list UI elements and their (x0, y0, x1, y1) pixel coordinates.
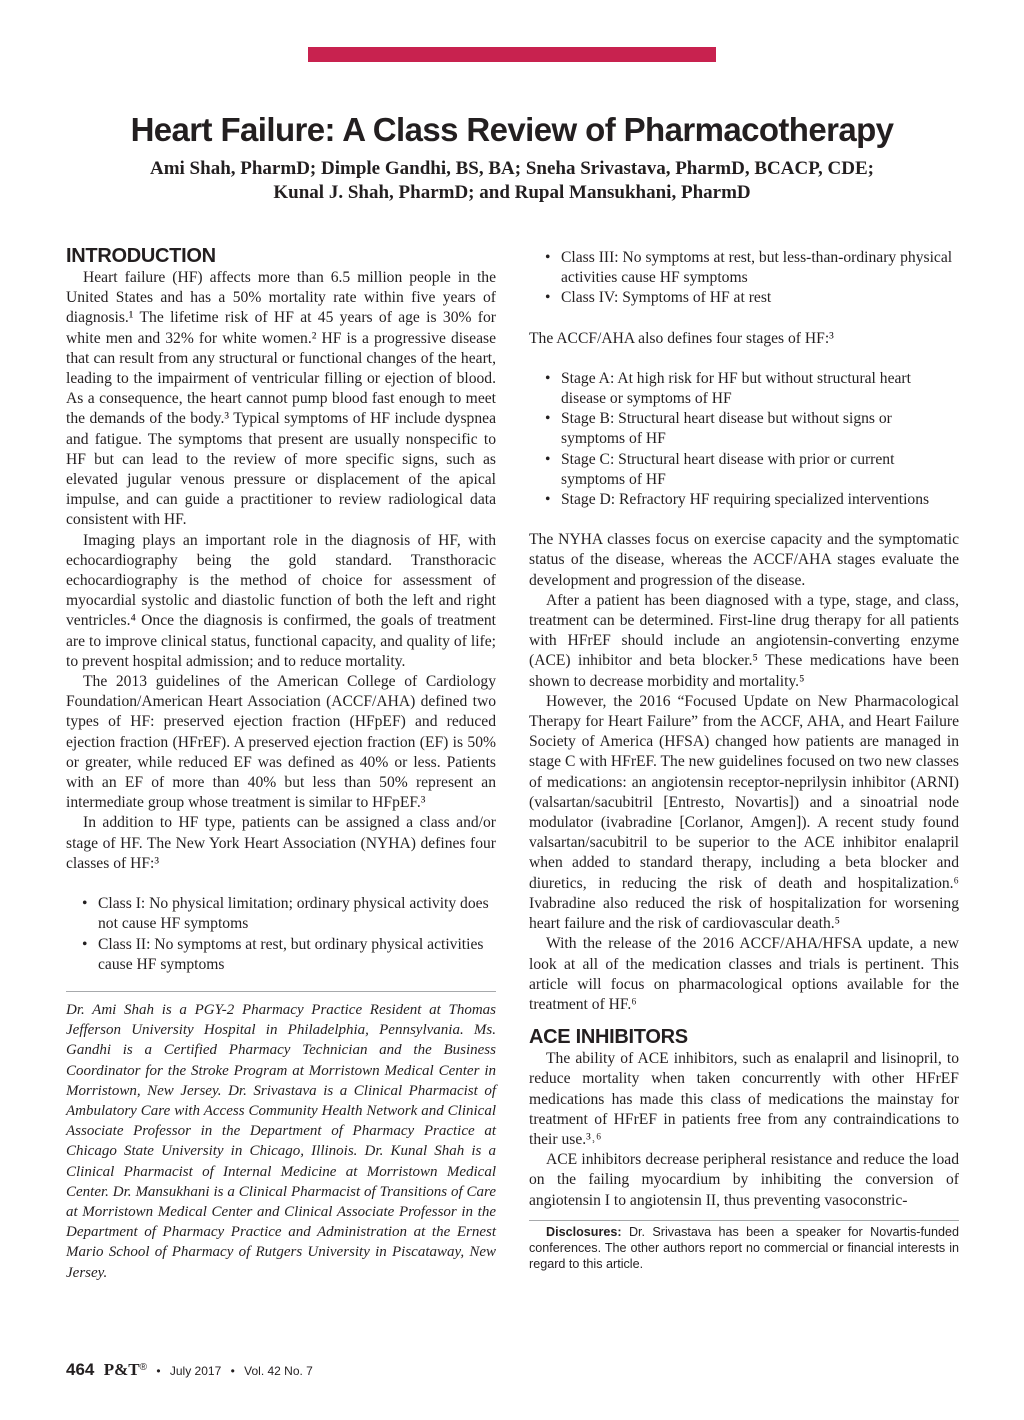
separator-dot: • (156, 1364, 161, 1378)
bullet-icon: • (545, 450, 551, 468)
bullet-icon: • (545, 410, 551, 428)
author-bios: Dr. Ami Shah is a PGY-2 Pharmacy Practice Resident at Thomas Jefferson University Hospital in Philadelphia, Pennsylvania. Ms. Gandhi is a Certified Pharmacy Technician and the Business Coordinator for the Stroke Program at Morristown Medical Center in Morristown, New Jersey. Dr. Srivastava is a Clinical Pharmacist of Ambulatory Care with Access Community Health Network and Clinical Associate Professor in the Department of Pharmacy Practice at Chicago State University in Chicago, Illinois. Dr. Kunal Shah is a Clinical Pharmacist of Internal Medicine at Morristown Medical Center. Dr. Mansukhani is a Clinical Pharmacist of Transitions of Care at Morristown Medical Center and Clinical Associate Professor in the Department of Pharmacy Practice and Administration at the Ernest Mario School of Pharmacy of Rutgers University in Piscataway, New Jersey. (66, 1001, 496, 1281)
ace-inhibitors-heading: ACE INHIBITORS (529, 1026, 688, 1049)
spacer (529, 1015, 959, 1025)
journal-name: P&T (103, 1360, 140, 1379)
intro-paragraph-2: Imaging plays an important role in the diagnosis of HF, with echocardiography being the gold standard. Transthoracic echocardiography is the method of choice for assessment of myocardial systolic and diastolic function of both the left and right ventricles.⁴ Once the diagnosis is confirmed, the goals of treatment are to improve clinical status, functional capacity, and quality of life; to prevent hospital admission; and to reduce mortality. (66, 531, 496, 670)
bullet-icon: • (545, 249, 551, 266)
nyha-class-text: Class I: No physical limitation; ordinary physical activity does not cause HF symptoms (98, 895, 489, 933)
author-line-2: Kunal J. Shah, PharmD; and Rupal Mansukhani, PharmD (273, 182, 751, 203)
body-paragraph-3: However, the 2016 “Focused Update on New Pharmacological Therapy for Heart Failure” from the ACCF, AHA, and Heart Failure Society of America (HFSA) changed how patients are managed in stage C with HFrEF. The new guidelines focused on two new classes of medications: an angiotensin receptor-neprilysin inhibitor (ARNI) (valsartan/sacubitril [Entresto, Novartis]) and a sinoatrial node modulator (ivabradine [Corlanor, Amgen]). A recent study found valsartan/sacubitril to be superior to the ACE inhibitor enalapril when added to standard therapy, including a beta blocker and diuretics, in reducing the risk of death and hospitalization.⁶ Ivabradine also reduced the risk of hospitalization for worsening heart failure and the risk of cardiovascular death.⁵ (529, 692, 959, 933)
accent-bar (308, 47, 716, 62)
spacer (529, 309, 959, 329)
bullet-icon: • (82, 935, 88, 953)
bullet-icon: • (82, 895, 88, 913)
issue-volume: Vol. 42 No. 7 (244, 1364, 313, 1378)
page-number: 464 (66, 1360, 95, 1379)
stage-item (529, 490, 959, 510)
stage-item (529, 409, 959, 449)
ace-paragraph-2: ACE inhibitors decrease peripheral resistance and reduce the load on the failing myocardium by inhibiting the conversion of angiotensin I to angiotensin II, thus preventing vasoconstric- (529, 1151, 959, 1209)
stage-text: Stage A: At high risk for HF but without structural heart disease or symptoms of HF (561, 369, 911, 408)
nyha-class-list (66, 894, 496, 975)
nyha-class-text: Class III: No symptoms at rest, but less-than-ordinary physical activities cause HF symptoms (561, 249, 953, 287)
right-column (529, 248, 959, 1272)
disclosures-text: Dr. Srivastava has been a speaker for Novartis-funded conferences. The other authors report no commercial or financial interests in regard to this article. (529, 1224, 959, 1271)
stage-text: Stage B: Structural heart disease but without signs or symptoms of HF (561, 410, 892, 448)
ace-paragraph-1: The ability of ACE inhibitors, such as enalapril and lisinopril, to reduce mortality when taken concurrently with other HFrEF medications has made this class of medications the mainstay for treatment of HFrEF in patients free from any contraindications to their use.³˒⁶ (529, 1050, 959, 1148)
stage-text: Stage D: Refractory HF requiring specialized interventions (561, 491, 930, 509)
stage-item (529, 369, 959, 409)
introduction-heading: INTRODUCTION (66, 245, 216, 267)
disclosures (529, 1224, 959, 1272)
nyha-class-item (66, 894, 496, 934)
stage-item (529, 450, 959, 490)
intro-paragraph-3: The 2013 guidelines of the American College of Cardiology Foundation/American Heart Association (ACCF/AHA) defined two types of HF: preserved ejection fraction (HFpEF) and reduced ejection fraction (HFrEF). A preserved ejection fraction (EF) is 50% or greater, while reduced EF was defined as 40% or less. Patients with an EF of more than 40% but less than 50% represent an intermediate group whose treatment is similar to HFpEF.³ (66, 673, 496, 812)
bio-divider (66, 991, 496, 992)
nyha-class-text: Class II: No symptoms at rest, but ordinary physical activities cause HF symptoms (98, 935, 484, 973)
author-line-1: Ami Shah, PharmD; Dimple Gandhi, BS, BA; Sneha Srivastava, PharmD, BCACP, CDE; (149, 158, 874, 179)
stages-intro: The ACCF/AHA also defines four stages of HF:³ (529, 329, 834, 347)
nyha-class-item (529, 248, 959, 288)
disclosures-divider (529, 1220, 959, 1221)
accf-aha-stage-list (529, 369, 959, 510)
nyha-class-item (529, 288, 959, 308)
bullet-icon: • (545, 369, 551, 387)
author-list (0, 157, 1024, 205)
intro-paragraph-1: Heart failure (HF) affects more than 6.5 million people in the United States and has a 50% mortality rate within five years of diagnosis.¹ The lifetime risk of HF at 45 years of age is 30% for white men and 32% for white women.² HF is a progressive disease that can result from any structural or functional changes of the heart, leading to the impairment of ventricular filling or ejection of blood. As a consequence, the heart cannot pump blood fast enough to meet the demands of the body.³ Typical symptoms of HF include dyspnea and fatigue. The symptoms that present are usually nonspecific to HF but can lead to the review of more specific signs, such as elevated jugular venous pressure or displacement of the apical impulse, and can guide a practitioner to review radiological data consistent with HF. (66, 269, 496, 529)
bullet-icon: • (545, 289, 551, 307)
body-paragraph-4: With the release of the 2016 ACCF/AHA/HFSA update, a new look at all of the medication classes and trials is pertinent. This article will focus on pharmacological options available for the treatment of HF.⁶ (529, 935, 959, 1013)
disclosures-label: Disclosures: (546, 1224, 622, 1239)
nyha-class-item (66, 935, 496, 975)
bullet-icon: • (545, 491, 551, 509)
stage-text: Stage C: Structural heart disease with prior or current symptoms of HF (561, 450, 895, 488)
separator-dot: • (230, 1364, 235, 1378)
registered-mark: ® (139, 1362, 147, 1373)
nyha-class-list-continued (529, 248, 959, 309)
left-column (66, 244, 496, 1283)
issue-date: July 2017 (169, 1364, 222, 1378)
page-footer (66, 1360, 313, 1380)
body-paragraph-1: The NYHA classes focus on exercise capacity and the symptomatic status of the disease, whereas the ACCF/AHA stages evaluate the development and progression of the disease. (529, 531, 959, 589)
intro-paragraph-4: In addition to HF type, patients can be assigned a class and/or stage of HF. The New York Heart Association (NYHA) defines four classes of HF:³ (66, 814, 496, 872)
body-paragraph-2: After a patient has been diagnosed with a type, stage, and class, treatment can be determined. First-line drug therapy for all patients with HFrEF should include an angiotensin-converting enzyme (ACE) inhibitor and beta blocker.⁵ These medications have been shown to decrease morbidity and mortality.⁵ (529, 591, 959, 690)
nyha-class-text: Class IV: Symptoms of HF at rest (561, 289, 772, 307)
spacer (529, 349, 959, 369)
spacer (529, 510, 959, 530)
spacer (66, 874, 496, 894)
article-title: Heart Failure: A Class Review of Pharmacotherapy (130, 111, 894, 148)
